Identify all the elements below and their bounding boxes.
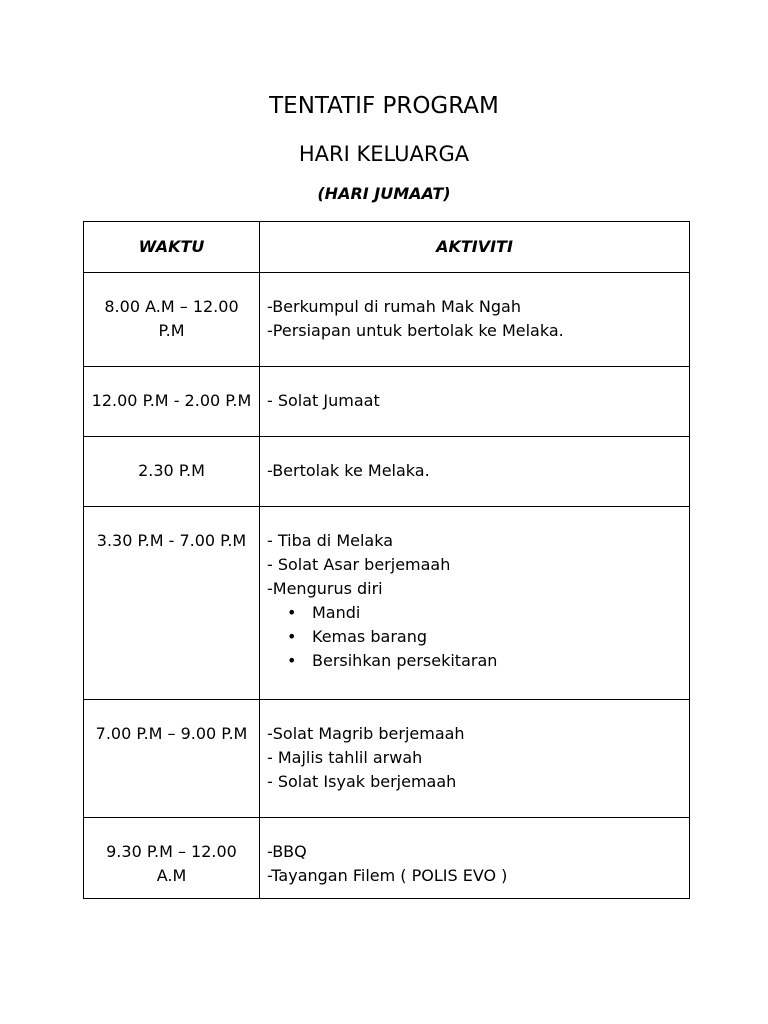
activity-line: - Solat Asar berjemaah xyxy=(267,555,451,574)
time-column-header: WAKTU xyxy=(84,222,260,273)
activity-cell xyxy=(260,507,690,700)
table-row xyxy=(84,507,690,700)
table-row xyxy=(84,367,690,437)
document-title: TENTATIF PROGRAM xyxy=(269,93,499,119)
activity-line: -Mengurus diri xyxy=(267,579,383,598)
table-row xyxy=(84,273,690,367)
table-header-row xyxy=(84,222,690,273)
table-row xyxy=(84,437,690,507)
bullet-item: • Mandi xyxy=(267,601,683,625)
activity-line: - Solat Isyak berjemaah xyxy=(267,772,457,791)
activity-line: -Berkumpul di rumah Mak Ngah xyxy=(267,297,521,316)
bullet-item: • Kemas barang xyxy=(267,625,683,649)
activity-cell xyxy=(260,273,690,367)
activity-cell xyxy=(260,437,690,507)
time-cell: 12.00 P.M - 2.00 P.M xyxy=(84,367,260,437)
activity-line: - Tiba di Melaka xyxy=(267,531,394,550)
activity-line: -Persiapan untuk bertolak ke Melaka. xyxy=(267,321,564,340)
table-row xyxy=(84,700,690,818)
time-cell: 2.30 P.M xyxy=(84,437,260,507)
activity-cell xyxy=(260,818,690,899)
activity-line: -Solat Magrib berjemaah xyxy=(267,724,465,743)
schedule-table xyxy=(83,221,690,899)
time-cell: 8.00 A.M – 12.00 P.M xyxy=(84,273,260,367)
bullet-list xyxy=(267,601,683,673)
time-cell: 3.30 P.M - 7.00 P.M xyxy=(84,507,260,700)
activity-line: -Bertolak ke Melaka. xyxy=(267,461,430,480)
time-cell: 7.00 P.M – 9.00 P.M xyxy=(84,700,260,818)
activity-cell xyxy=(260,367,690,437)
time-cell: 9.30 P.M – 12.00 A.M xyxy=(84,818,260,899)
day-label: (HARI JUMAAT) xyxy=(317,184,451,203)
activity-cell xyxy=(260,700,690,818)
activity-line: - Solat Jumaat xyxy=(267,391,380,410)
bullet-item: • Bersihkan persekitaran xyxy=(267,649,683,673)
table-row xyxy=(84,818,690,899)
document-subtitle: HARI KELUARGA xyxy=(298,142,470,166)
activity-line: -Tayangan Filem ( POLIS EVO ) xyxy=(267,866,508,885)
activity-line: - Majlis tahlil arwah xyxy=(267,748,423,767)
activity-column-header: AKTIVITI xyxy=(260,222,690,273)
activity-line: -BBQ xyxy=(267,842,307,861)
